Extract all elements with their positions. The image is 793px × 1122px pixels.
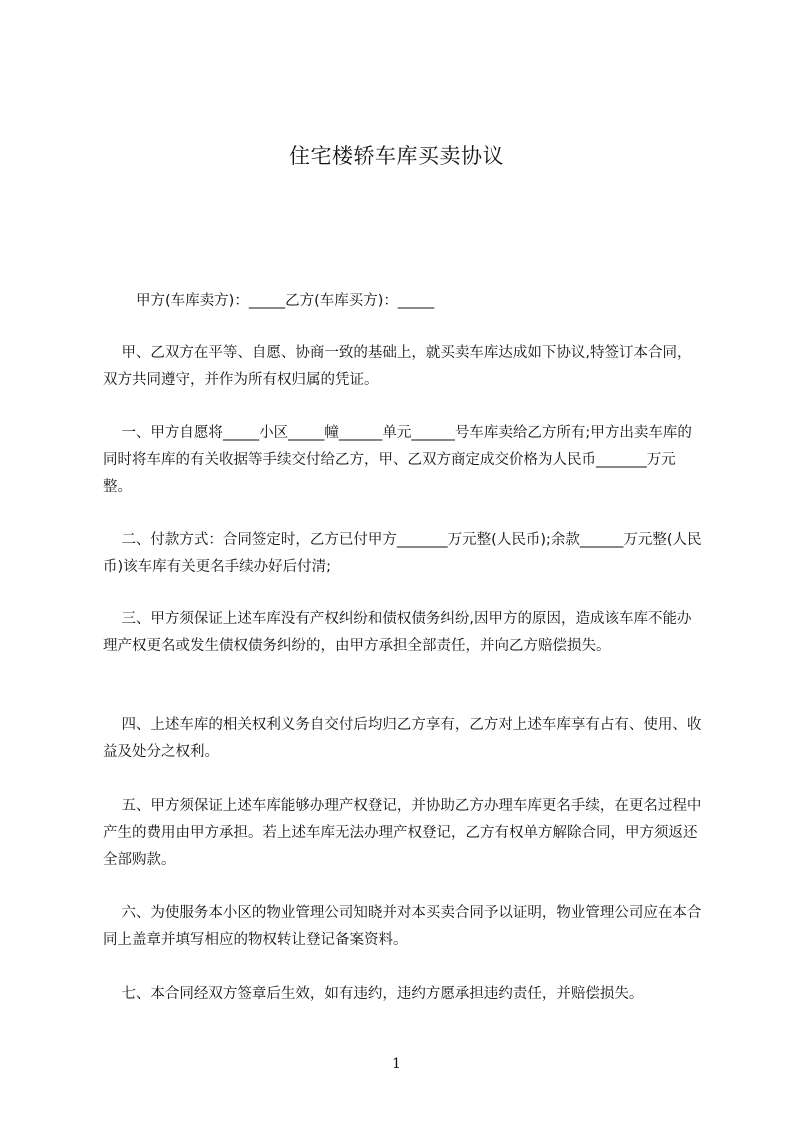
clause-3: 三、甲方须保证上述车库没有产权纠纷和债权债务纠纷,因甲方的原因，造成该车库不能办理产权更名或发生债权债务纠纷的，由甲方承担全部责任，并向乙方赔偿损失。 (103, 611, 692, 654)
clause-4: 四、上述车库的相关权利义务自交付后均归乙方享有，乙方对上述车库享有占有、使用、收益及处分之权利。 (103, 717, 702, 760)
document-title: 住宅楼轿车库买卖协议 (289, 144, 504, 168)
page-number: 1 (392, 1056, 401, 1072)
clause-1: 一、甲方自愿将_____小区_____幢______单元______号车库卖给乙方所有;甲方出卖车库的同时将车库的有关收据等手续交付给乙方，甲、乙双方商定成交价格为人民币_______万元整。 (103, 425, 692, 495)
clause-5: 五、甲方须保证上述车库能够办理产权登记，并协助乙方办理车库更名手续，在更名过程中产生的费用由甲方承担。若上述车库无法办理产权登记，乙方有权单方解除合同，甲方须返还全部购款。 (103, 798, 702, 868)
clause-7: 七、本合同经双方签章后生效，如有违约，违约方愿承担违约责任，并赔偿损失。 (103, 986, 644, 1002)
parties-line: 甲方(车库卖方)：_____乙方(车库买方)：_____ (136, 293, 435, 309)
clause-6: 六、为使服务本小区的物业管理公司知晓并对本买卖合同予以证明，物业管理公司应在本合同上盖章并填写相应的物权转让登记备案资料。 (103, 905, 702, 948)
paragraph-intro: 甲、乙双方在平等、自愿、协商一致的基础上，就买卖车库达成如下协议,特签订本合同，双方共同遵守，并作为所有权归属的凭证。 (103, 345, 692, 388)
clause-2: 二、付款方式：合同签定时，乙方已付甲方_______万元整(人民币);余款______万元整(人民币)该车库有关更名手续办好后付清; (103, 532, 702, 575)
